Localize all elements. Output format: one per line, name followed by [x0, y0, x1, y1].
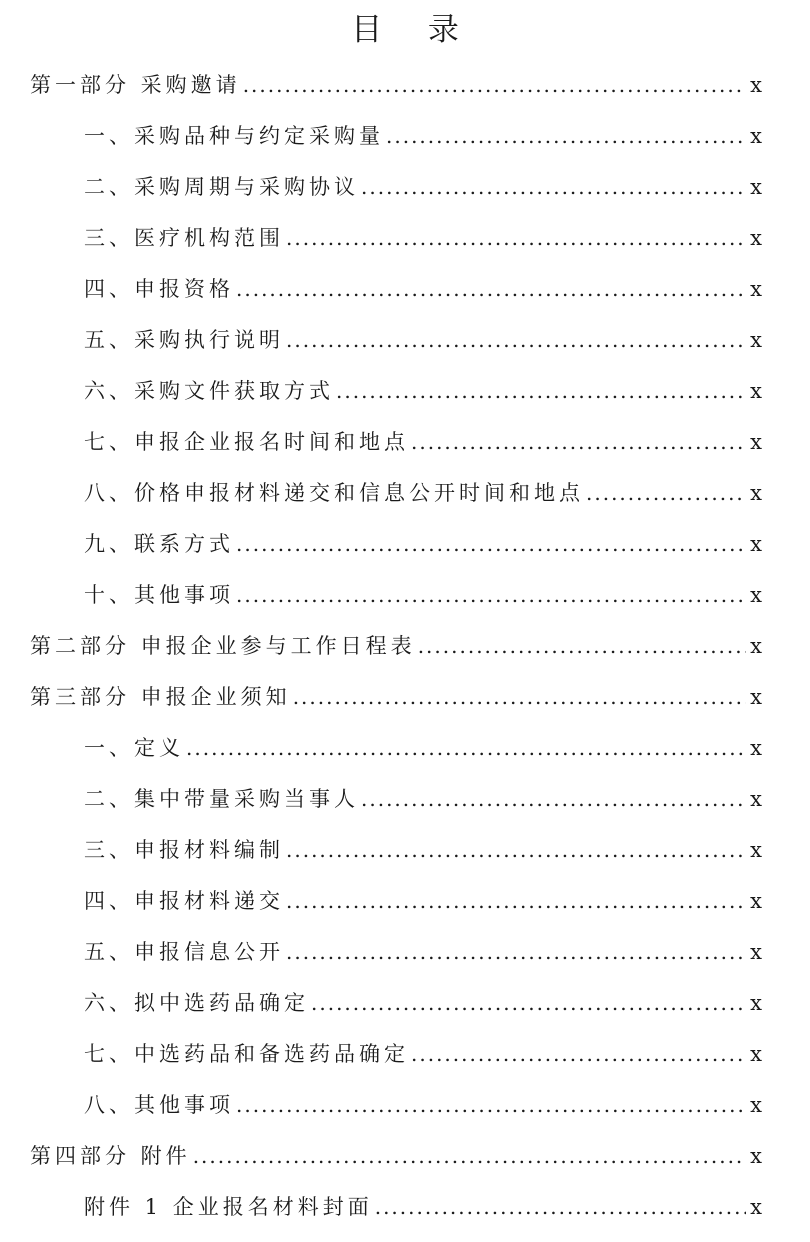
toc-page-number: x	[750, 277, 762, 301]
toc-page-number: x	[750, 379, 762, 403]
toc-entry-label: 四、申报资格	[84, 277, 234, 301]
toc-entry[interactable]	[0, 1080, 810, 1131]
toc-entry[interactable]	[0, 978, 810, 1029]
toc-list	[0, 60, 810, 1233]
toc-page-number: x	[750, 328, 762, 352]
toc-dot-leader	[193, 1131, 746, 1182]
toc-entry-label: 三、申报材料编制	[84, 838, 284, 862]
toc-page-number: x	[750, 481, 762, 505]
toc-dot-leader	[186, 723, 746, 774]
toc-dot-leader	[236, 570, 746, 621]
toc-page-number: x	[750, 1093, 762, 1117]
toc-dot-leader	[418, 621, 746, 672]
toc-entry-label: 第二部分 申报企业参与工作日程表	[30, 634, 416, 658]
toc-page-number: x	[750, 532, 762, 556]
toc-entry[interactable]	[0, 1131, 810, 1182]
toc-entry-label: 四、申报材料递交	[84, 889, 284, 913]
toc-entry-label: 附件 1 企业报名材料封面	[84, 1195, 373, 1219]
toc-page-number: x	[750, 889, 762, 913]
toc-page-number: x	[750, 940, 762, 964]
toc-dot-leader	[286, 213, 746, 264]
toc-dot-leader	[236, 519, 746, 570]
toc-entry[interactable]	[0, 111, 810, 162]
toc-dot-leader	[236, 264, 746, 315]
toc-page-number: x	[750, 685, 762, 709]
toc-entry-label: 第四部分 附件	[30, 1144, 191, 1168]
toc-dot-leader	[411, 417, 746, 468]
toc-entry[interactable]	[0, 825, 810, 876]
toc-entry[interactable]	[0, 876, 810, 927]
toc-entry-label: 七、申报企业报名时间和地点	[84, 430, 409, 454]
toc-entry-label: 二、集中带量采购当事人	[84, 787, 359, 811]
toc-dot-leader	[286, 876, 746, 927]
toc-entry-label: 九、联系方式	[84, 532, 234, 556]
toc-entry[interactable]	[0, 1029, 810, 1080]
toc-dot-leader	[243, 60, 746, 111]
toc-page-number: x	[750, 226, 762, 250]
toc-entry-label: 第一部分 采购邀请	[30, 73, 241, 97]
toc-page-number: x	[750, 124, 762, 148]
toc-dot-leader	[411, 1029, 746, 1080]
toc-page-number: x	[750, 1195, 762, 1219]
toc-entry-label: 七、中选药品和备选药品确定	[84, 1042, 409, 1066]
toc-entry[interactable]	[0, 621, 810, 672]
toc-page-number: x	[750, 430, 762, 454]
toc-entry[interactable]	[0, 366, 810, 417]
toc-entry[interactable]	[0, 315, 810, 366]
toc-entry[interactable]	[0, 264, 810, 315]
toc-entry[interactable]	[0, 672, 810, 723]
toc-entry[interactable]	[0, 1182, 810, 1233]
toc-page-number: x	[750, 73, 762, 97]
toc-entry-label: 二、采购周期与采购协议	[84, 175, 359, 199]
toc-page-number: x	[750, 583, 762, 607]
toc-title: 目 录	[351, 12, 477, 48]
toc-dot-leader	[311, 978, 746, 1029]
toc-page-number: x	[750, 634, 762, 658]
toc-dot-leader	[286, 315, 746, 366]
toc-dot-leader	[375, 1182, 746, 1233]
toc-page-number: x	[750, 1144, 762, 1168]
toc-entry[interactable]	[0, 519, 810, 570]
toc-dot-leader	[286, 825, 746, 876]
toc-entry[interactable]	[0, 723, 810, 774]
toc-entry[interactable]	[0, 570, 810, 621]
toc-dot-leader	[286, 927, 746, 978]
toc-entry-label: 六、采购文件获取方式	[84, 379, 334, 403]
toc-entry-label: 八、价格申报材料递交和信息公开时间和地点	[84, 481, 584, 505]
toc-entry-label: 第三部分 申报企业须知	[30, 685, 291, 709]
toc-entry[interactable]	[0, 468, 810, 519]
toc-page-number: x	[750, 1042, 762, 1066]
toc-page-number: x	[750, 838, 762, 862]
toc-entry[interactable]	[0, 213, 810, 264]
toc-entry-label: 三、医疗机构范围	[84, 226, 284, 250]
toc-page-number: x	[750, 175, 762, 199]
toc-entry-label: 五、申报信息公开	[84, 940, 284, 964]
toc-dot-leader	[293, 672, 746, 723]
toc-entry-label: 十、其他事项	[84, 583, 234, 607]
toc-entry[interactable]	[0, 162, 810, 213]
toc-dot-leader	[336, 366, 746, 417]
toc-entry[interactable]	[0, 60, 810, 111]
toc-entry-label: 一、采购品种与约定采购量	[84, 124, 384, 148]
toc-entry-label: 六、拟中选药品确定	[84, 991, 309, 1015]
toc-page-number: x	[750, 736, 762, 760]
toc-entry[interactable]	[0, 927, 810, 978]
toc-dot-leader	[386, 111, 746, 162]
toc-dot-leader	[361, 162, 746, 213]
toc-entry[interactable]	[0, 417, 810, 468]
toc-dot-leader	[236, 1080, 746, 1131]
toc-dot-leader	[361, 774, 746, 825]
toc-entry-label: 五、采购执行说明	[84, 328, 284, 352]
toc-entry-label: 八、其他事项	[84, 1093, 234, 1117]
toc-page-number: x	[750, 991, 762, 1015]
toc-page-number: x	[750, 787, 762, 811]
toc-entry[interactable]	[0, 774, 810, 825]
toc-dot-leader	[586, 468, 746, 519]
toc-entry-label: 一、定义	[84, 736, 184, 760]
